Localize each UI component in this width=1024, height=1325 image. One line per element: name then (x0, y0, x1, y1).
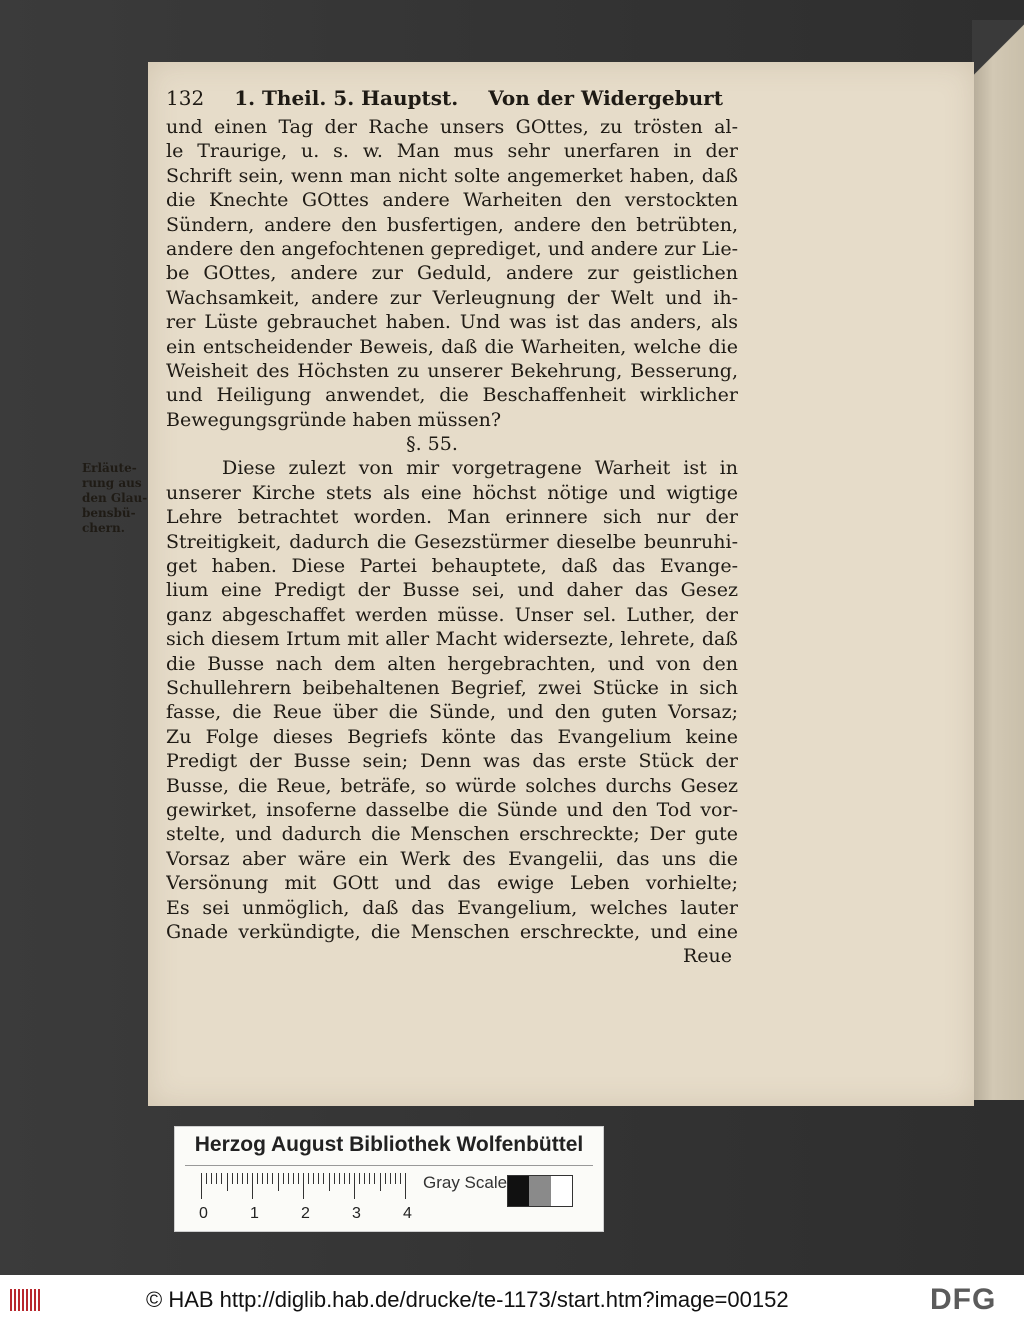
ruler-tick (318, 1173, 319, 1184)
ruler-tick (329, 1173, 330, 1191)
ruler-tick (400, 1173, 401, 1184)
ruler-tick (278, 1173, 279, 1191)
text-line: Bewegungsgründe haben müssen? (166, 408, 502, 431)
text-line: Predigt der Busse sein; Denn was das erste Stück der (166, 750, 738, 773)
hab-logo-bar (10, 1289, 12, 1311)
adjacent-page-edge (972, 20, 1024, 1100)
ruler-tick (298, 1173, 299, 1184)
text-line: Es sei unmöglich, daß das Evangelium, welches lauter (166, 896, 738, 919)
ruler-tick (216, 1173, 217, 1184)
hab-bars-icon (8, 1285, 42, 1315)
ruler-tick (267, 1173, 268, 1184)
text-line: Wachsamkeit, andere zur Verleugnung der Welt und ih- (166, 286, 738, 309)
text-line: gewirket, insoferne dasselbe die Sünde und den Tod vor- (166, 798, 738, 821)
ruler-number: 4 (403, 1205, 412, 1222)
gray-patch (551, 1176, 572, 1206)
library-name: Herzog August Bibliothek Wolfenbüttel (194, 1133, 584, 1156)
hab-logo-bar (34, 1289, 36, 1311)
text-line: die Knechte GOttes andere Warheiten den verstockten (166, 189, 738, 212)
ruler-tick (201, 1173, 202, 1199)
ruler-tick (323, 1173, 324, 1184)
text-line: Diese zulezt von mir vorgetragene Warheit ist in (222, 457, 738, 480)
library-scale-card (174, 1126, 604, 1232)
ruler-tick (385, 1173, 386, 1184)
section-heading: §. 55. (406, 433, 458, 456)
ruler-tick (293, 1173, 294, 1184)
hab-logo-bar (14, 1289, 16, 1311)
ruler-number: 1 (250, 1205, 259, 1222)
text-line: stelte, und dadurch die Menschen erschreckte; Der gute (166, 823, 738, 846)
text-line: Sündern, andere den busfertigen, andere den betrübten, (166, 213, 738, 236)
card-divider (185, 1165, 593, 1166)
page-number: 132 (166, 86, 205, 110)
ruler-tick (211, 1173, 212, 1184)
text-line: Busse, die Reue, beträfe, so würde solches durchs Gesez (166, 774, 738, 797)
text-line: rer Lüste gebrauchet haben. Und was ist das anders, als (166, 311, 738, 334)
text-line: Weisheit des Höchsten zu unserer Bekehrung, Besserung, (166, 359, 738, 382)
ruler-tick (369, 1173, 370, 1184)
text-line: unserer Kirche stets als eine höchst nötige und wigtige (166, 481, 738, 504)
text-line: Schrift sein, wenn man nicht solte angemerket haben, daß (166, 164, 738, 187)
ruler-tick (405, 1173, 406, 1199)
ruler-tick (359, 1173, 360, 1184)
ruler-tick (252, 1173, 253, 1199)
text-line: Versönung mit GOtt und das ewige Leben vorhielte; (166, 872, 738, 895)
text-line: Zu Folge dieses Begriefs könte das Evangelium keine (166, 725, 738, 748)
chapter-title: Von der Widergeburt (488, 86, 723, 110)
ruler-tick (334, 1173, 335, 1184)
hab-logo-bar (38, 1289, 40, 1311)
ruler-tick (242, 1173, 243, 1184)
text-line: sich diesem Irtum mit aller Macht widersezte, lehrete, daß (166, 628, 738, 651)
text-line: Streitigkeit, dadurch die Gesezstürmer dieselbe beunruhi- (166, 530, 738, 553)
ruler-tick (232, 1173, 233, 1184)
margin-note-line: chern. (82, 521, 125, 535)
text-line: lium eine Predigt der Busse sei, und daher das Gesez (166, 579, 738, 602)
margin-note-line: den Glau- (82, 491, 148, 505)
centimeter-ruler (201, 1171, 415, 1201)
footer-bar (0, 1275, 1024, 1325)
ruler-tick (237, 1173, 238, 1184)
text-line: Schullehrern beibehaltenen Begrief, zwei Stücke in sich (166, 676, 738, 699)
hab-logo-bar (22, 1289, 24, 1311)
ruler-number: 3 (352, 1205, 361, 1222)
ruler-tick (364, 1173, 365, 1184)
margin-note (82, 461, 146, 536)
ruler-tick (288, 1173, 289, 1184)
text-line: Lehre betrachtet worden. Man erinnere sich nur der (166, 506, 738, 529)
text-line: Vorsaz aber wäre ein Werk des Evangelii, das uns die (166, 847, 738, 870)
footer-copyright-link[interactable]: © HAB http://diglib.hab.de/drucke/te-1173/start.htm?image=00152 (146, 1287, 789, 1312)
gray-scale-patches (507, 1175, 573, 1207)
ruler-tick (221, 1173, 222, 1184)
text-line: get haben. Diese Partei behauptete, daß das Evange- (166, 555, 738, 578)
ruler-tick (390, 1173, 391, 1184)
margin-note-line: rung aus (82, 476, 142, 490)
text-line: ganz abgeschaffet werden müsse. Unser sel. Luther, der (166, 603, 738, 626)
ruler-tick (272, 1173, 273, 1184)
text-line: Gnade verkündigte, die Menschen erschreckte, und eine (166, 920, 738, 943)
hab-logo-bar (30, 1289, 32, 1311)
hab-logo-bar (26, 1289, 28, 1311)
ruler-tick (262, 1173, 263, 1184)
ruler-tick (227, 1173, 228, 1191)
ruler-tick (308, 1173, 309, 1184)
margin-note-line: bensbü- (82, 506, 136, 520)
hab-logo-bar (18, 1289, 20, 1311)
running-head (166, 86, 726, 112)
ruler-tick (354, 1173, 355, 1199)
text-line: be GOttes, andere zur Geduld, andere zur geistlichen (166, 262, 738, 285)
text-line: die Busse nach dem alten hergebrachten, und von den (166, 652, 738, 675)
text-line: le Traurige, u. s. w. Man mus sehr unerfaren in der (166, 140, 738, 163)
text-line: ein entscheidender Beweis, daß die Warheiten, welche die (166, 335, 738, 358)
body-text (166, 115, 738, 969)
ruler-tick (313, 1173, 314, 1184)
ruler-tick (380, 1173, 381, 1191)
ruler-number: 2 (301, 1205, 310, 1222)
gray-patch (508, 1176, 529, 1206)
ruler-number: 0 (199, 1205, 208, 1222)
ruler-tick (349, 1173, 350, 1184)
text-line: fasse, die Reue über die Sünde, und den guten Vorsaz; (166, 701, 738, 724)
catchword: Reue (682, 945, 732, 968)
ruler-tick (247, 1173, 248, 1184)
text-line: und Heiligung anwendet, die Beschaffenheit wirklicher (166, 384, 738, 407)
ruler-tick (395, 1173, 396, 1184)
ruler-tick (303, 1173, 304, 1199)
text-line: andere den angefochtenen geprediget, und andere zur Lie- (166, 237, 738, 260)
ruler-tick (257, 1173, 258, 1184)
ruler-tick (339, 1173, 340, 1184)
dfg-logo: DFG (930, 1283, 997, 1316)
ruler-tick (206, 1173, 207, 1184)
ruler-tick (374, 1173, 375, 1184)
gray-scale-label: Gray Scale (423, 1173, 508, 1192)
ruler-tick (344, 1173, 345, 1184)
text-line: und einen Tag der Rache unsers GOttes, zu trösten al- (166, 116, 738, 138)
ruler-tick (283, 1173, 284, 1184)
margin-note-line: Erläute- (82, 461, 137, 475)
part-chapter: 1. Theil. 5. Hauptst. (234, 86, 459, 110)
gray-patch (529, 1176, 550, 1206)
